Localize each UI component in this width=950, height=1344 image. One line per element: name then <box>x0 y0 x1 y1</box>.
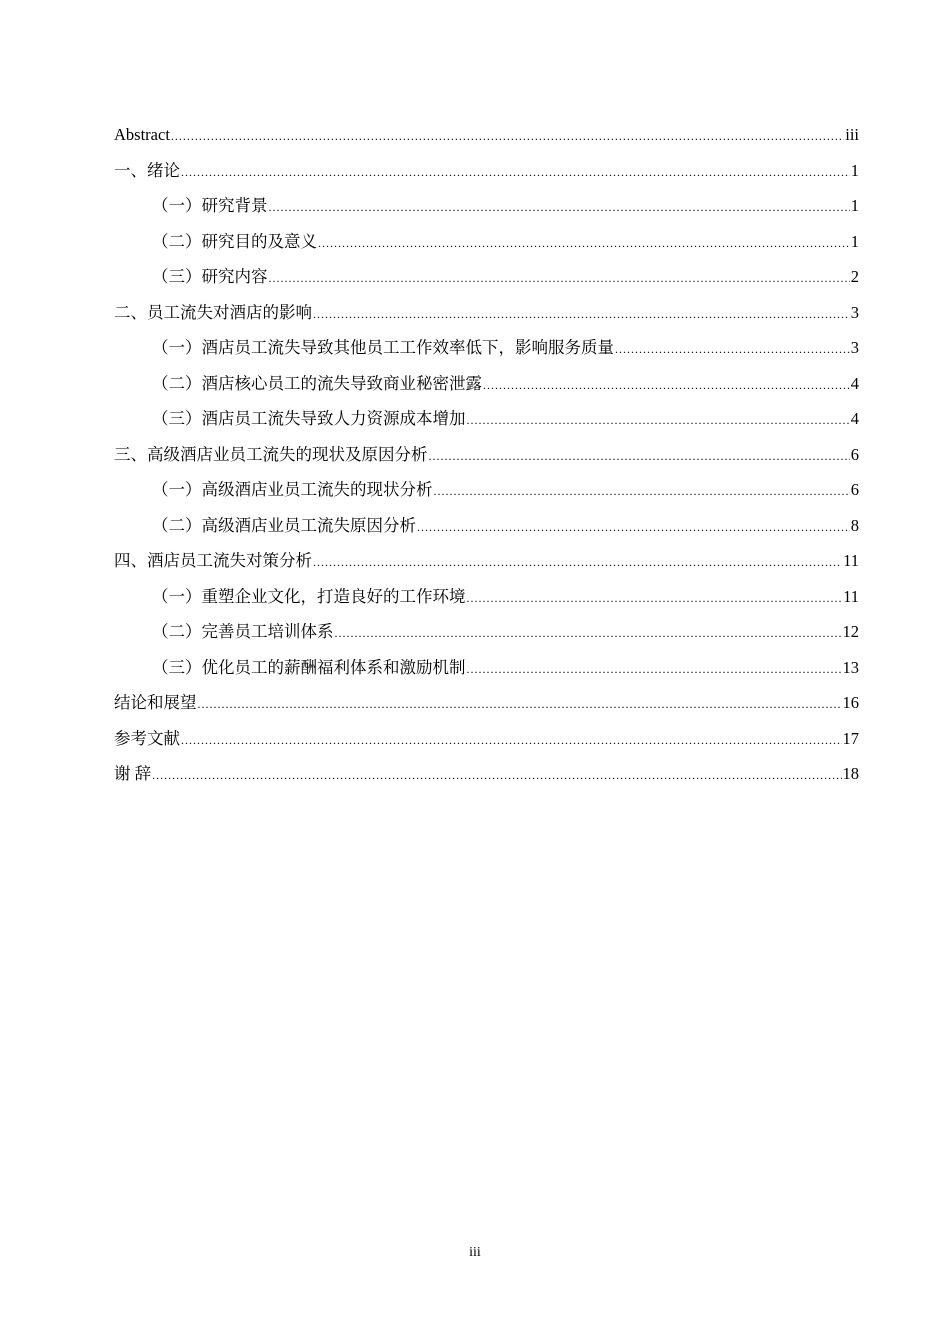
toc-entry-title: 四、酒店员工流失对策分析 <box>114 551 312 570</box>
toc-entry-title: 一、绪论 <box>114 160 180 180</box>
toc-entry-section-3-1[interactable] <box>114 472 859 508</box>
toc-entry-section-3-2[interactable] <box>114 508 859 544</box>
toc-entry-title: （一）酒店员工流失导致其他员工工作效率低下，影响服务质量 <box>152 338 614 357</box>
toc-entry-section-1-3[interactable] <box>114 259 859 295</box>
toc-entry-page: 16 <box>842 693 859 712</box>
toc-entry-section-1-1[interactable] <box>114 188 859 224</box>
toc-entry-conclusion[interactable] <box>114 685 859 721</box>
toc-entry-chapter-2[interactable] <box>114 295 859 331</box>
toc-dot-leader <box>467 652 842 688</box>
toc-entry-page: 4 <box>850 373 859 393</box>
toc-entry-page: 12 <box>842 622 859 641</box>
toc-entry-page: 3 <box>850 338 859 357</box>
toc-entry-page: 3 <box>850 302 859 322</box>
toc-dot-leader <box>467 403 850 439</box>
toc-entry-acknowledgements[interactable] <box>114 756 859 792</box>
toc-dot-leader <box>269 261 850 297</box>
toc-entry-title: （二）完善员工培训体系 <box>152 622 334 641</box>
toc-entry-page: 13 <box>842 657 859 677</box>
toc-entry-chapter-4[interactable] <box>114 543 859 579</box>
toc-entry-section-4-1[interactable] <box>114 579 859 615</box>
toc-dot-leader <box>198 687 842 723</box>
toc-entry-title: 二、员工流失对酒店的影响 <box>114 302 312 322</box>
toc-entry-section-2-1[interactable] <box>114 330 859 366</box>
toc-entry-title: 谢 辞 <box>114 764 152 783</box>
toc-dot-leader <box>152 758 841 794</box>
toc-dot-leader <box>181 723 842 759</box>
toc-entry-page: 6 <box>850 480 859 499</box>
toc-entry-title: 参考文献 <box>114 728 180 748</box>
toc-entry-chapter-3[interactable] <box>114 437 859 473</box>
toc-entry-title: 结论和展望 <box>114 693 197 712</box>
toc-dot-leader <box>269 190 850 226</box>
toc-entry-section-4-2[interactable] <box>114 614 859 650</box>
toc-dot-leader <box>181 155 850 191</box>
toc-entry-chapter-1[interactable] <box>114 153 859 189</box>
toc-entry-title: （二）酒店核心员工的流失导致商业秘密泄露 <box>152 373 482 393</box>
toc-dot-leader <box>429 439 850 475</box>
toc-entry-page: 1 <box>850 196 859 215</box>
toc-entry-title: （三）优化员工的薪酬福利体系和激励机制 <box>152 657 466 677</box>
toc-entry-references[interactable] <box>114 721 859 757</box>
toc-entry-page: 6 <box>850 444 859 464</box>
toc-entry-abstract[interactable] <box>114 117 859 153</box>
toc-entry-section-2-3[interactable] <box>114 401 859 437</box>
page-number-footer: iii <box>469 1245 481 1260</box>
toc-dot-leader <box>467 581 843 617</box>
toc-entry-page: 18 <box>842 764 859 783</box>
toc-entry-section-1-2[interactable] <box>114 224 859 260</box>
toc-entry-section-2-2[interactable] <box>114 366 859 402</box>
toc-entry-title: （一）重塑企业文化，打造良好的工作环境 <box>152 586 466 606</box>
toc-entry-page: 11 <box>843 551 859 570</box>
toc-entry-page: 17 <box>842 728 859 748</box>
toc-entry-page: 8 <box>850 515 859 535</box>
toc-entry-title: （二）高级酒店业员工流失原因分析 <box>152 515 416 535</box>
toc-entry-page: iii <box>845 125 859 144</box>
toc-entry-title: （一）高级酒店业员工流失的现状分析 <box>152 480 433 499</box>
toc-dot-leader <box>313 297 850 333</box>
toc-dot-leader <box>313 545 842 581</box>
toc-entry-page: 1 <box>850 160 859 180</box>
toc-dot-leader <box>171 119 844 155</box>
toc-dot-leader <box>318 226 850 262</box>
toc-entry-section-4-3[interactable] <box>114 650 859 686</box>
toc-entry-title: （二）研究目的及意义 <box>152 231 317 251</box>
toc-entry-page: 4 <box>850 409 859 428</box>
toc-entry-title: Abstract <box>114 125 170 144</box>
toc-dot-leader <box>417 510 850 546</box>
toc-dot-leader <box>483 368 850 404</box>
toc-entry-title: 三、高级酒店业员工流失的现状及原因分析 <box>114 444 428 464</box>
toc-entry-title: （三）研究内容 <box>152 267 268 286</box>
toc-dot-leader <box>335 616 842 652</box>
toc-entry-page: 11 <box>843 586 859 606</box>
table-of-contents <box>114 117 859 792</box>
toc-entry-title: （一）研究背景 <box>152 196 268 215</box>
toc-dot-leader <box>434 474 850 510</box>
toc-entry-title: （三）酒店员工流失导致人力资源成本增加 <box>152 409 466 428</box>
toc-entry-page: 2 <box>850 267 859 286</box>
toc-entry-page: 1 <box>850 231 859 251</box>
toc-dot-leader <box>615 332 850 368</box>
